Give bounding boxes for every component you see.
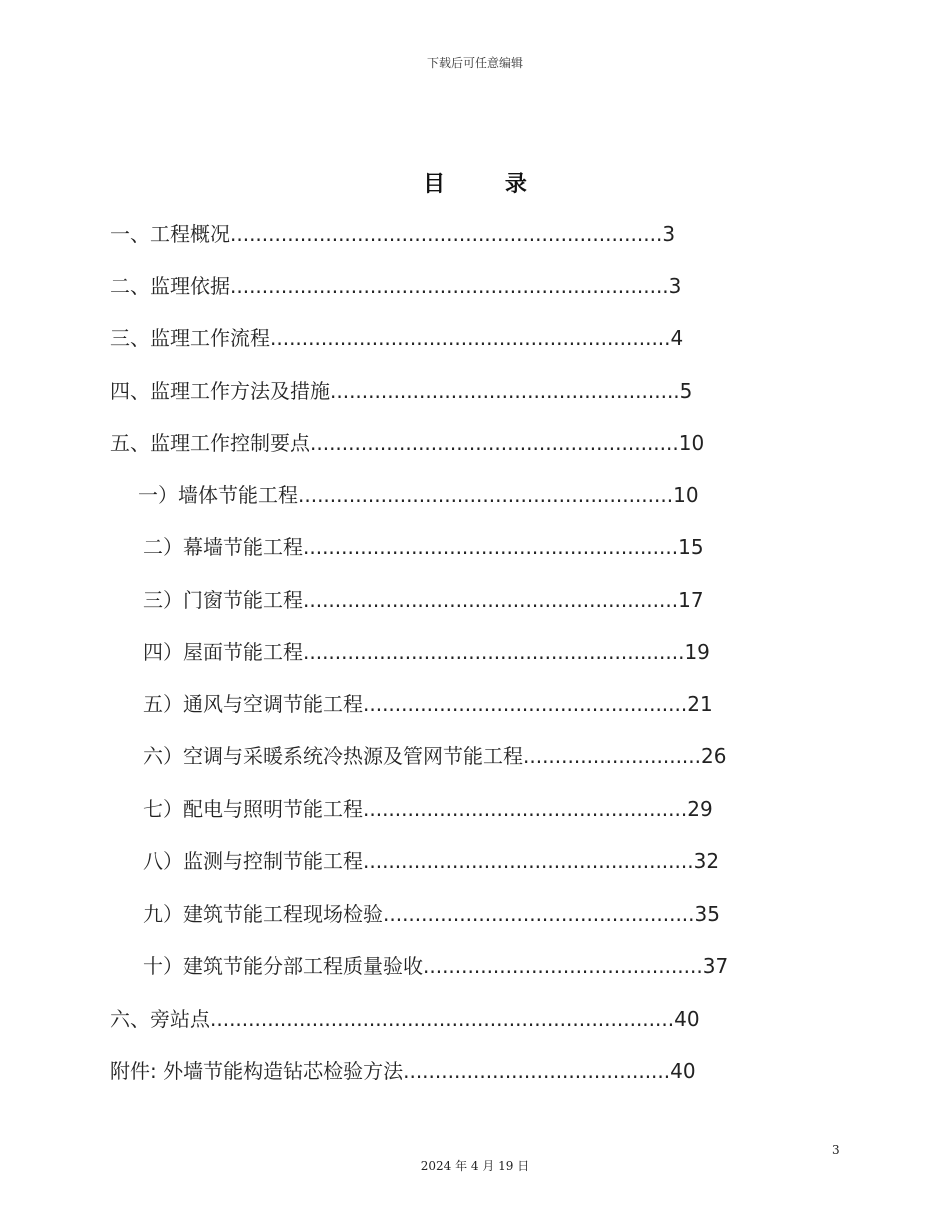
toc-entry-page: 37 [702,954,729,978]
toc-entry-label: 二）幕墙节能工程 [143,535,303,559]
toc-subentry[interactable] [143,533,704,561]
toc-entry-leader: ........................................................... [303,535,679,559]
toc-entry-page: 17 [678,588,704,612]
toc-entry-leader: ............................................................... [270,326,671,350]
toc-subentry[interactable] [143,586,704,614]
toc-entry-label: 三、监理工作流程 [110,326,270,350]
toc-entry-label: 八）监测与控制节能工程 [143,849,363,873]
toc-entry-leader: ..................................................................... [230,274,669,298]
toc-entry-label: 十）建筑节能分部工程质量验收 [143,954,423,978]
toc-entry-label: 五）通风与空调节能工程 [143,692,363,716]
toc-entry-leader: ................................................. [383,902,695,926]
page-number: 3 [832,1143,840,1157]
toc-entry-page: 35 [694,902,720,926]
toc-entry-page: 19 [684,640,710,664]
toc-entry-page: 40 [670,1059,696,1083]
toc-entry-label: 三）门窗节能工程 [143,588,303,612]
toc-entry-leader: ....................................................... [330,379,680,403]
toc-entry-leader: ................................................... [363,692,688,716]
toc-entry-leader: ................................................... [363,797,688,821]
toc-entry-page: 5 [679,379,693,403]
toc-entry-leader: .................................................... [363,849,694,873]
toc-entry[interactable] [110,1057,696,1085]
toc-entry-leader: .................................................................... [230,222,663,246]
footer-date: 2024 年 4 月 19 日 [420,1159,530,1173]
toc-title: 目 录 [423,172,553,197]
toc-entry-leader: ............................................ [423,954,703,978]
toc-entry[interactable] [110,220,675,248]
toc-entry-label: 七）配电与照明节能工程 [143,797,363,821]
toc-entry-label: 四）屋面节能工程 [143,640,303,664]
toc-entry-label: 一、工程概况 [110,222,230,246]
toc-entry-leader: ........................................................... [298,483,674,507]
toc-entry-label: 五、监理工作控制要点 [110,431,310,455]
toc-subentry[interactable] [143,847,719,875]
toc-entry[interactable] [110,377,692,405]
toc-entry-label: 六、旁站点 [110,1007,210,1031]
toc-entry-page: 15 [678,535,704,559]
toc-entry-page: 10 [678,431,705,455]
toc-entry-label: 二、监理依据 [110,274,230,298]
toc-entry-leader: ........................................................... [303,588,679,612]
toc-subentry[interactable] [143,952,728,980]
toc-subentry[interactable] [143,795,713,823]
toc-entry-page: 26 [701,744,727,768]
header-note: 下载后可任意编辑 [426,56,523,70]
toc-entry-label: 九）建筑节能工程现场检验 [143,902,383,926]
toc-entry-page: 29 [687,797,713,821]
toc-entry-label: 一）墙体节能工程 [138,483,298,507]
toc-entry[interactable] [110,324,683,352]
toc-subentry[interactable] [143,900,720,928]
toc-entry[interactable] [110,1005,700,1033]
toc-entry-page: 32 [693,849,720,873]
toc-entry-leader: ......................................................................... [210,1007,675,1031]
toc-entry-label: 四、监理工作方法及措施 [110,379,330,403]
toc-subentry[interactable] [138,481,699,509]
toc-entry-leader: ............................ [523,744,702,768]
toc-entry-page: 40 [674,1007,700,1031]
toc-entry-page: 4 [670,326,684,350]
toc-entry-page: 3 [662,222,676,246]
toc-entry-label: 六）空调与采暖系统冷热源及管网节能工程 [143,744,523,768]
toc-entry-page: 3 [668,274,682,298]
toc-entry-leader: .......................................... [403,1059,671,1083]
toc-entry-page: 10 [673,483,699,507]
toc-subentry[interactable] [143,690,713,718]
toc-entry-label: 附件: 外墙节能构造钻芯检验方法 [110,1059,404,1083]
toc-entry-leader: .......................................................... [310,431,679,455]
toc-entry[interactable] [110,272,681,300]
toc-subentry[interactable] [143,742,726,770]
toc-entry-page: 21 [687,692,713,716]
toc-entry[interactable] [110,429,704,457]
toc-subentry[interactable] [143,638,710,666]
toc-entry-leader: ............................................................ [303,640,685,664]
